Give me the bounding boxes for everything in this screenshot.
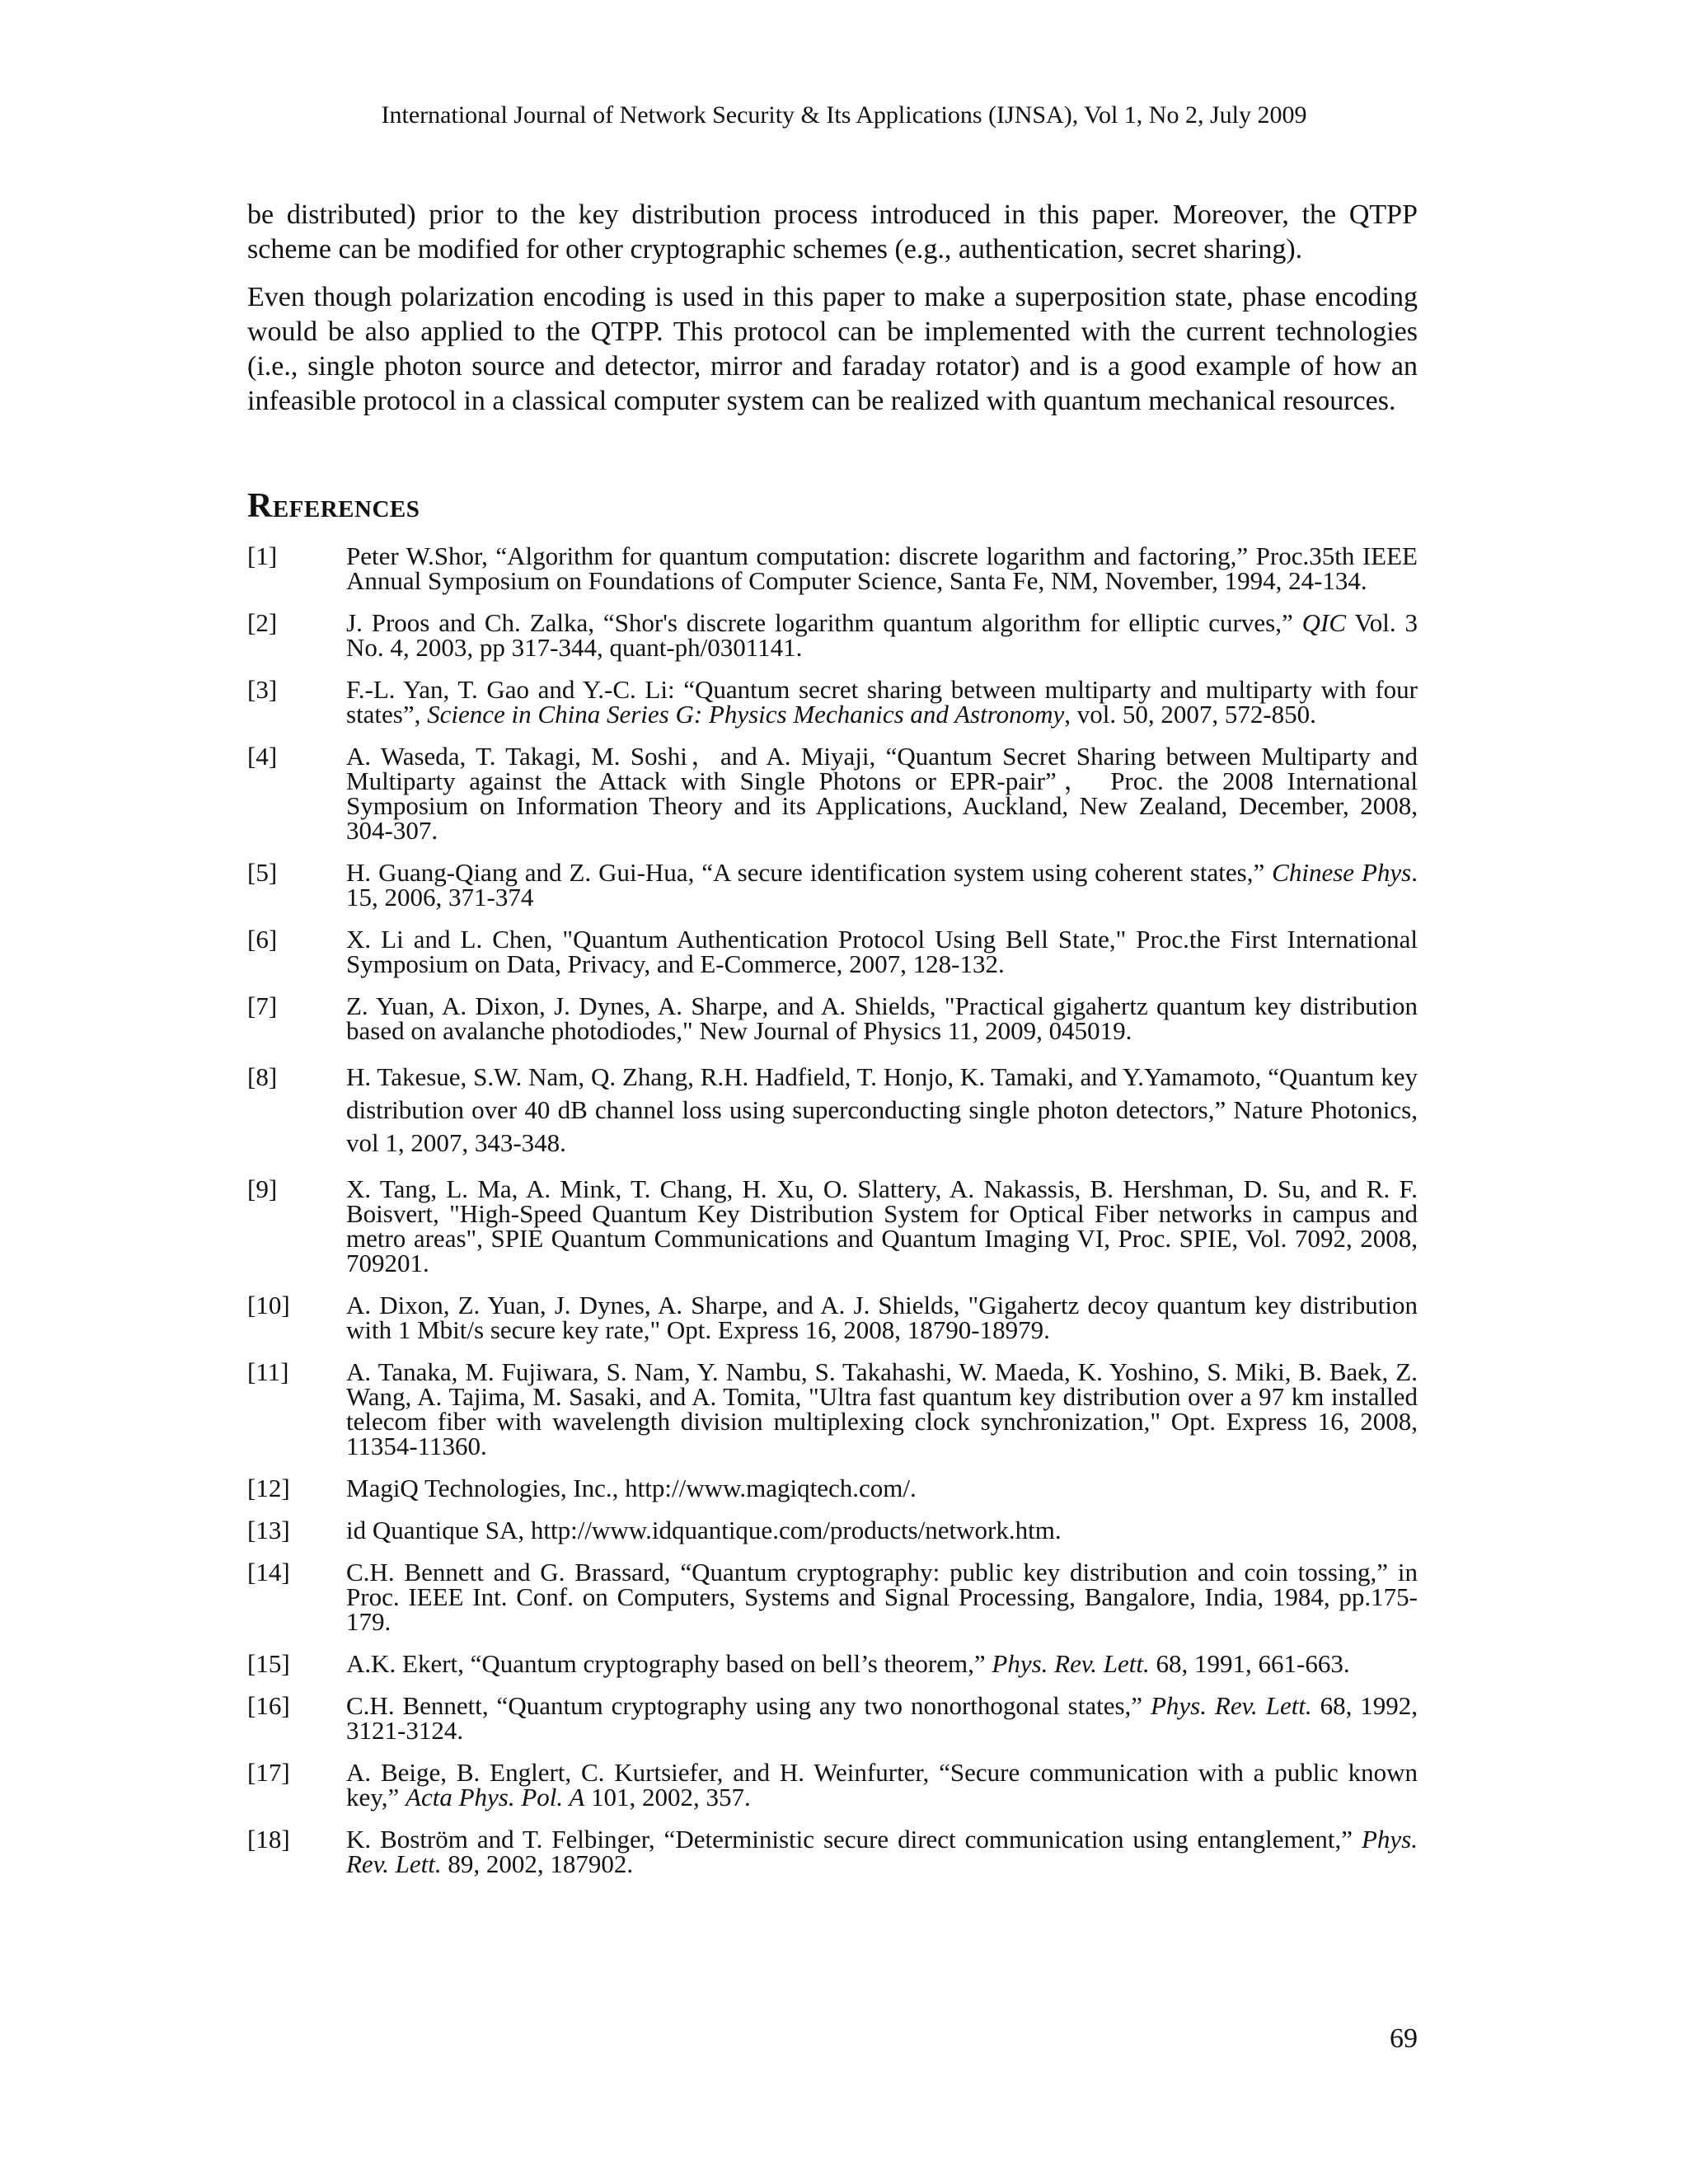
reference-text bbox=[346, 1760, 1418, 1810]
reference-number: [14] bbox=[247, 1558, 290, 1586]
reference-item bbox=[247, 677, 1418, 727]
reference-text bbox=[346, 744, 1418, 843]
reference-segment: X. Li and L. Chen, "Quantum Authentication Protocol Using Bell State," Proc.the First International Symposium on Data, Privacy, and E-Commerce, 2007, 128-132. bbox=[346, 925, 1418, 978]
reference-italic-segment: Chinese Phys bbox=[1272, 858, 1412, 887]
reference-item bbox=[247, 1760, 1418, 1810]
reference-item bbox=[247, 1649, 1418, 1678]
reference-number: [13] bbox=[247, 1516, 290, 1544]
reference-text bbox=[346, 991, 1418, 1045]
reference-segment: J. Proos and Ch. Zalka, “Shor's discrete logarithm quantum algorithm for elliptic curves,” bbox=[346, 608, 1302, 637]
reference-segment: H. Guang-Qiang and Z. Gui-Hua, “A secure identification system using coherent states,” bbox=[346, 858, 1273, 887]
reference-item bbox=[247, 1827, 1418, 1877]
reference-segment: 68, 1991, 661-663. bbox=[1149, 1649, 1350, 1678]
reference-segment: A.K. Ekert, “Quantum cryptography based on bell’s theorem,” bbox=[346, 1649, 992, 1678]
reference-item bbox=[247, 1174, 1418, 1277]
reference-number: [17] bbox=[247, 1758, 290, 1787]
reference-segment: X. Tang, L. Ma, A. Mink, T. Chang, H. Xu, O. Slattery, A. Nakassis, B. Hershman, D. Su, and R. F. Boisvert, "High-Speed Quantum Key Distribution System for Optical Fiber networks in campus and metro areas", SPIE Quantum Communications and Quantum Imaging VI, Proc. SPIE, Vol. 7092, 2008, 709201. bbox=[346, 1174, 1418, 1277]
reference-text bbox=[346, 1476, 1418, 1501]
reference-italic-segment: Phys. Rev. Lett. bbox=[1150, 1691, 1312, 1720]
reference-italic-segment: Phys. Rev. Lett. bbox=[992, 1649, 1150, 1678]
reference-number: [8] bbox=[247, 1062, 278, 1091]
reference-list bbox=[247, 541, 1418, 1894]
reference-number: [4] bbox=[247, 742, 278, 771]
reference-item bbox=[247, 1476, 1418, 1501]
reference-number: [12] bbox=[247, 1474, 290, 1502]
reference-text bbox=[346, 541, 1418, 595]
reference-segment: Z. Yuan, A. Dixon, J. Dynes, A. Sharpe, and A. Shields, "Practical gigahertz quantum key distribution based on avalanche photodiodes," New Journal of Physics 11, 2009, 045019. bbox=[346, 991, 1418, 1045]
reference-segment: MagiQ Technologies, Inc., http://www.magiqtech.com/. bbox=[346, 1474, 917, 1502]
reference-number: [16] bbox=[247, 1691, 290, 1720]
reference-item bbox=[247, 860, 1418, 910]
reference-text bbox=[346, 1061, 1418, 1160]
reference-item bbox=[247, 1061, 1418, 1160]
reference-text bbox=[346, 1649, 1418, 1678]
reference-item bbox=[247, 991, 1418, 1045]
reference-item bbox=[247, 1691, 1418, 1745]
reference-segment: K. Boström and T. Felbinger, “Deterministic secure direct communication using entanglement,” bbox=[346, 1825, 1362, 1854]
reference-number: [2] bbox=[247, 608, 278, 637]
reference-text bbox=[346, 608, 1418, 662]
reference-segment: 68, 1992, 3121-3124. bbox=[346, 1691, 1418, 1745]
reference-item bbox=[247, 1560, 1418, 1634]
reference-italic-segment: Acta Phys. Pol. A bbox=[406, 1783, 585, 1811]
reference-segment: , vol. 50, 2007, 572-850. bbox=[1064, 700, 1316, 729]
reference-italic-segment: Science in China Series G: Physics Mechanics and Astronomy bbox=[427, 700, 1065, 729]
reference-text bbox=[346, 1174, 1418, 1277]
reference-text bbox=[346, 677, 1418, 727]
reference-segment: 89, 2002, 187902. bbox=[441, 1849, 634, 1878]
reference-segment: C.H. Bennett and G. Brassard, “Quantum cryptography: public key distribution and coin tossing,” in Proc. IEEE Int. Conf. on Computers, Systems and Signal Processing, Bangalore, India, 1984, pp.175-179. bbox=[346, 1558, 1418, 1636]
reference-segment: C.H. Bennett, “Quantum cryptography using any two nonorthogonal states,” bbox=[346, 1691, 1151, 1720]
body-paragraph-1: be distributed) prior to the key distribution process introduced in this paper. Moreover, the QTPP scheme can be modified for other cryptographic schemes (e.g., authentication, secret sharing). bbox=[247, 199, 1418, 265]
reference-number: [7] bbox=[247, 991, 278, 1020]
reference-number: [15] bbox=[247, 1649, 290, 1678]
reference-segment: 101, 2002, 357. bbox=[584, 1783, 751, 1811]
reference-segment: A. Beige, B. Englert, C. Kurtsiefer, and H. Weinfurter, “Secure communication with a public known key,” bbox=[346, 1758, 1418, 1811]
reference-item bbox=[247, 1293, 1418, 1343]
reference-text bbox=[346, 927, 1418, 977]
reference-number: [11] bbox=[247, 1357, 289, 1386]
reference-text bbox=[346, 1293, 1418, 1343]
reference-segment: id Quantique SA, http://www.idquantique.com/products/network.htm. bbox=[346, 1516, 1062, 1544]
reference-text bbox=[346, 1691, 1418, 1745]
reference-segment: A. Tanaka, M. Fujiwara, S. Nam, Y. Nambu, S. Takahashi, W. Maeda, K. Yoshino, S. Miki, B. Baek, Z. Wang, A. Tajima, M. Sasaki, and A. Tomita, "Ultra fast quantum key distribution over a 97 km installed telecom fiber with wavelength division multiplexing clock synchronization," Opt. Express 16, 2008, 11354-11360. bbox=[346, 1357, 1418, 1460]
reference-number: [1] bbox=[247, 541, 278, 570]
reference-text bbox=[346, 1560, 1418, 1634]
reference-item bbox=[247, 608, 1418, 662]
reference-number: [18] bbox=[247, 1825, 290, 1854]
reference-number: [6] bbox=[247, 925, 278, 954]
reference-segment: A. Waseda, T. Takagi, M. Soshi，and A. Miyaji, “Quantum Secret Sharing between Multiparty and Multiparty against the Attack with Single Photons or EPR-pair”， Proc. the 2008 International Symposium on Information Theory and its Applications, Auckland, New Zealand, December, 2008, 304-307. bbox=[346, 742, 1418, 845]
reference-number: [9] bbox=[247, 1174, 278, 1203]
reference-text bbox=[346, 1827, 1418, 1877]
reference-segment: H. Takesue, S.W. Nam, Q. Zhang, R.H. Hadfield, T. Honjo, K. Tamaki, and Y.Yamamoto, “Quantum key distribution over 40 dB channel loss using superconducting single photon detectors,” Nature Photonics, vol 1, 2007, 343-348. bbox=[346, 1062, 1418, 1157]
reference-text bbox=[346, 1518, 1418, 1543]
reference-item bbox=[247, 1357, 1418, 1460]
reference-number: [5] bbox=[247, 858, 278, 887]
reference-item bbox=[247, 927, 1418, 977]
reference-item bbox=[247, 541, 1418, 595]
reference-segment: Peter W.Shor, “Algorithm for quantum computation: discrete logarithm and factoring,” Proc.35th IEEE Annual Symposium on Foundations of Computer Science, Santa Fe, NM, November, 1994, 24-134. bbox=[346, 541, 1418, 595]
reference-italic-segment: Phys. Rev. Lett. bbox=[346, 1825, 1418, 1878]
reference-number: [10] bbox=[247, 1291, 290, 1319]
reference-segment: F.-L. Yan, T. Gao and Y.-C. Li: “Quantum secret sharing between multiparty and multiparty with four states”, bbox=[346, 675, 1418, 729]
reference-segment: Vol. 3 No. 4, 2003, pp 317-344, quant-ph/0301141. bbox=[346, 608, 1418, 662]
page-number: 69 bbox=[1390, 2023, 1418, 2054]
running-header: International Journal of Network Security & Its Applications (IJNSA), Vol 1, No 2, July 2009 bbox=[381, 101, 1307, 129]
references-heading: References bbox=[247, 487, 420, 525]
reference-segment: A. Dixon, Z. Yuan, J. Dynes, A. Sharpe, and A. J. Shields, "Gigahertz decoy quantum key distribution with 1 Mbit/s secure key rate," Opt. Express 16, 2008, 18790-18979. bbox=[346, 1291, 1418, 1344]
reference-item bbox=[247, 744, 1418, 843]
body-paragraph-2: Even though polarization encoding is used in this paper to make a superposition state, phase encoding would be also applied to the QTPP. This protocol can be implemented with the current technologies (i.e., single photon source and detector, mirror and faraday rotator) and is a good example of how an infeasible protocol in a classical computer system can be realized with quantum mechanical resources. bbox=[247, 282, 1418, 416]
reference-item bbox=[247, 1518, 1418, 1543]
reference-text bbox=[346, 860, 1418, 910]
reference-segment: . 15, 2006, 371-374 bbox=[346, 858, 1418, 912]
reference-italic-segment: QIC bbox=[1301, 608, 1347, 637]
reference-number: [3] bbox=[247, 675, 278, 704]
reference-text bbox=[346, 1357, 1418, 1460]
